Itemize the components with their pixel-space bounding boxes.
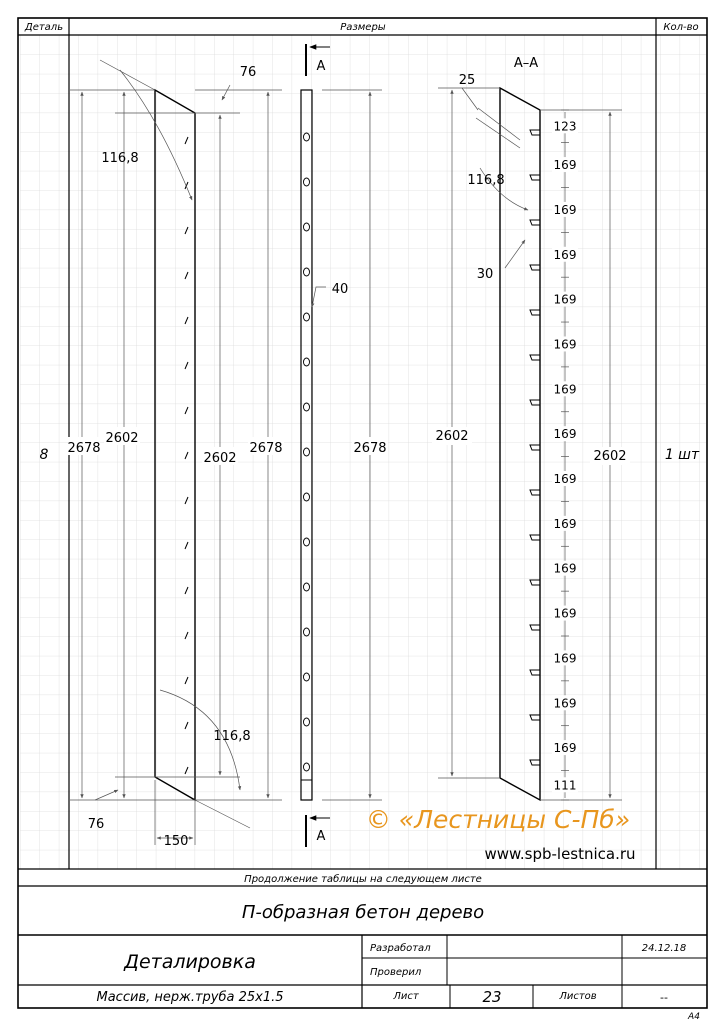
detail-number: 8 <box>39 447 49 463</box>
step-dim-12: 169 <box>553 651 577 666</box>
left-angle-top: 116,8 <box>101 151 139 166</box>
watermark-copyright: © «Лестницы С-Пб» <box>365 805 631 834</box>
format-label: А4 <box>688 1012 700 1022</box>
step-dim-0: 123 <box>553 119 577 134</box>
section-mark-top: A <box>316 59 326 74</box>
continuation-note: Продолжение таблицы на следующем листе <box>244 874 482 885</box>
step-dim-9: 169 <box>553 516 577 531</box>
header-sizes: Размеры <box>340 22 386 33</box>
material-spec: Массив, нерж.труба 25х1.5 <box>96 990 284 1005</box>
sheet-label: Лист <box>393 991 419 1002</box>
step-dim-14: 169 <box>553 741 577 756</box>
step-dim-5: 169 <box>553 337 577 352</box>
watermark-url: www.spb-lestnica.ru <box>484 845 636 863</box>
step-dim-13: 169 <box>553 696 577 711</box>
step-dim-1: 169 <box>553 158 577 173</box>
left-width: 150 <box>163 834 189 849</box>
step-dim-10: 169 <box>553 561 577 576</box>
middle-hole-dim: 40 <box>331 282 349 297</box>
title-block <box>18 869 707 1022</box>
section-mark-bottom: A <box>316 829 326 844</box>
step-dim-2: 169 <box>553 202 577 217</box>
developed-label: Разработал <box>370 943 431 954</box>
middle-dim-total: 2678 <box>353 441 387 456</box>
left-offset-top: 76 <box>239 65 257 80</box>
sheets-label: Листов <box>559 991 597 1002</box>
step-dim-7: 169 <box>553 427 577 442</box>
step-dim-3: 169 <box>553 247 577 262</box>
quantity-value: 1 шт <box>664 447 700 463</box>
left-dim-inner: 2602 <box>105 431 139 446</box>
checked-label: Проверил <box>370 967 422 978</box>
header-detail: Деталь <box>24 22 64 33</box>
left-angle-bottom: 116,8 <box>213 729 251 744</box>
sheets-count: -- <box>660 991 668 1004</box>
step-dim-4: 169 <box>553 292 577 307</box>
sheet-number: 23 <box>482 988 502 1006</box>
left-offset-bottom: 76 <box>87 817 105 832</box>
product-name: П-образная бетон дерево <box>241 902 485 923</box>
header-qty: Кол-во <box>663 22 699 33</box>
date-value: 24.12.18 <box>641 943 687 954</box>
left-dim-right-inner: 2602 <box>203 451 237 466</box>
step-dim-8: 169 <box>553 472 577 487</box>
left-dim-right-total: 2678 <box>249 441 283 456</box>
left-dim-total: 2678 <box>67 441 101 456</box>
section-dim-total: 2602 <box>435 429 469 444</box>
step-dim-11: 169 <box>553 606 577 621</box>
section-dim-right: 2602 <box>593 449 627 464</box>
section-angle: 116,8 <box>467 173 505 188</box>
section-dim-25: 25 <box>458 73 476 88</box>
step-dim-6: 169 <box>553 382 577 397</box>
section-dim-30: 30 <box>476 267 494 282</box>
step-dim-15: 111 <box>553 778 577 793</box>
document-title: Деталировка <box>124 951 256 973</box>
section-title: A–A <box>513 56 539 71</box>
